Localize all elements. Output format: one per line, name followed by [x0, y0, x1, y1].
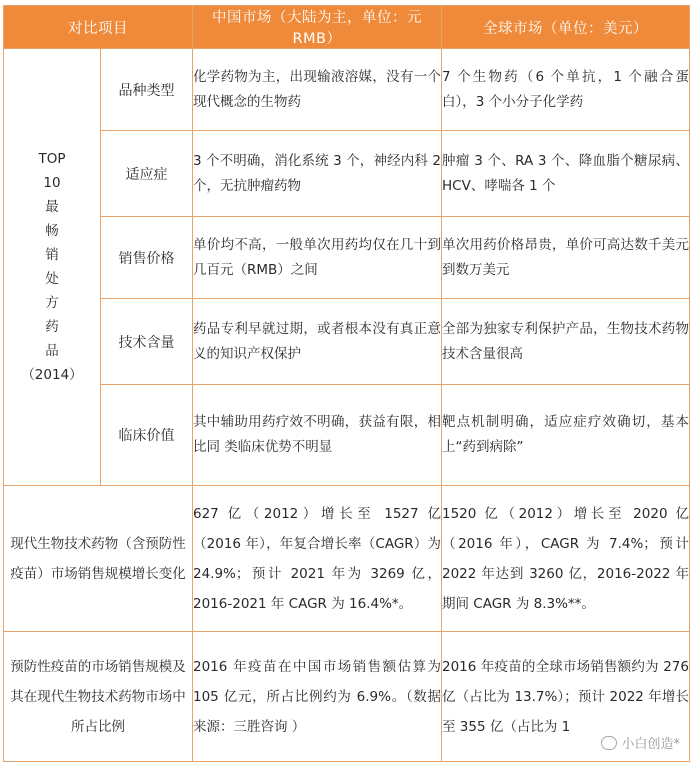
- vaccine-label: 预防性疫苗的市场销售规模及其在现代生物技术药物市场中所占比例: [4, 632, 193, 762]
- header-global-market: 全球市场（单位：美元）: [442, 6, 690, 49]
- global-variety-cell: 7 个生物药（6 个单抗，1 个融合蛋白），3 个小分子化学药: [442, 49, 690, 131]
- global-tech-cell: 全部为独家专利保护产品，生物技术药物技术含量很高: [442, 299, 690, 385]
- row-label-price: 销售价格: [101, 217, 193, 299]
- global-clinical-cell: 靶点机制明确，适应症疗效确切，基本上“药到病除”: [442, 385, 690, 486]
- top10-drugs-label: TOP 10 最 畅 销 处 方 药 品 （2014）: [4, 49, 101, 486]
- china-vaccine-cell: 2016 年疫苗在中国市场销售额估算为 105 亿元，所占比例约为 6.9%。（数据来源：三胜咨询 ）: [193, 632, 442, 762]
- global-indication-cell: 肿瘤 3 个、RA 3 个、降血脂个糖尿病、HCV、哮喘各 1 个: [442, 131, 690, 217]
- watermark-text: 小白创造*: [621, 733, 680, 752]
- row-label-indication: 适应症: [101, 131, 193, 217]
- row-label-variety: 品种类型: [101, 49, 193, 131]
- china-variety-cell: 化学药物为主，出现输液溶媒，没有一个现代概念的生物药: [193, 49, 442, 131]
- wechat-icon: [601, 736, 617, 750]
- watermark: [597, 733, 684, 752]
- global-price-cell: 单次用药价格昂贵，单价可高达数千美元到数万美元: [442, 217, 690, 299]
- table-row: [4, 217, 690, 299]
- header-compare-item: 对比项目: [4, 6, 193, 49]
- global-growth-cell: 1520 亿（2012）增长至 2020 亿（2016 年），CAGR 为 7.4%；预计 2022 年达到 3260 亿，2016-2022 年期间 CAGR 为 8.3%**。: [442, 486, 690, 632]
- china-growth-cell: 627 亿（2012）增长至 1527 亿（2016 年），年复合增长率（CAGR）为 24.9%；预计 2021 年为 3269 亿，2016-2021 年 CAGR 为 16.4%*。: [193, 486, 442, 632]
- header-row: [4, 6, 690, 49]
- header-china-market: 中国市场（大陆为主，单位：元 RMB）: [193, 6, 442, 49]
- row-label-tech: 技术含量: [101, 299, 193, 385]
- row-label-clinical: 临床价值: [101, 385, 193, 486]
- china-clinical-cell: 其中辅助用药疗效不明确，获益有限，相比同 类临床优势不明显: [193, 385, 442, 486]
- global-vaccine-cell: 2016 年疫苗的全球市场销售额约为 276 亿（占比为 13.7%）；预计 2022 年增长至 355 亿（占比为 1: [442, 632, 690, 762]
- china-tech-cell: 药品专利早就过期，或者根本没有真正意义的知识产权保护: [193, 299, 442, 385]
- table-row: [4, 131, 690, 217]
- table-row: [4, 632, 690, 762]
- table-row: [4, 49, 690, 131]
- table-row: [4, 486, 690, 632]
- comparison-table: [3, 5, 690, 762]
- china-indication-cell: 3 个不明确，消化系统 3 个，神经内科 2 个，无抗肿瘤药物: [193, 131, 442, 217]
- table-row: [4, 385, 690, 486]
- table-row: [4, 299, 690, 385]
- growth-label: 现代生物技术药物（含预防性疫苗）市场销售规模增长变化: [4, 486, 193, 632]
- china-price-cell: 单价均不高，一般单次用药均仅在几十到几百元（RMB）之间: [193, 217, 442, 299]
